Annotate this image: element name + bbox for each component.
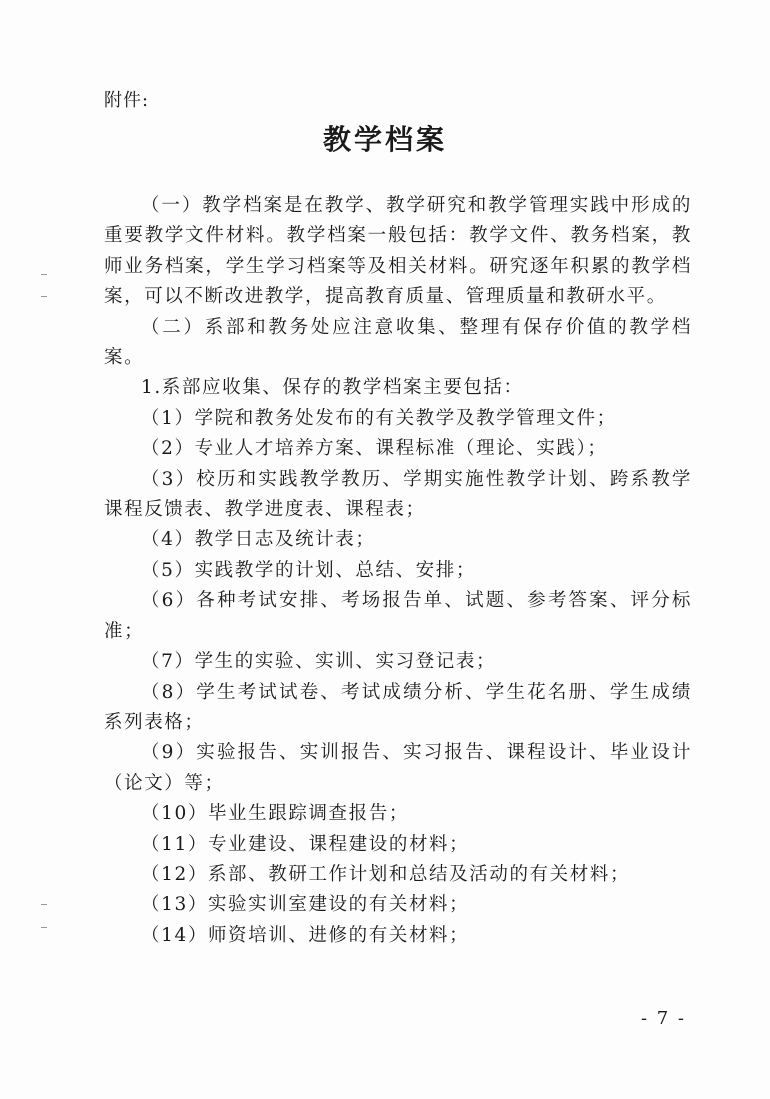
list-item-8: （8）学生考试试卷、考试成绩分析、学生花名册、学生成绩系列表格； (104, 681, 692, 733)
list-item-12: （12）系部、教研工作计划和总结及活动的有关材料； (141, 863, 631, 885)
list-item-14: （14）师资培训、进修的有关材料； (141, 924, 470, 946)
paragraph-list-heading: 1.系部应收集、保存的教学档案主要包括： (141, 377, 524, 399)
list-item-1: （1）学院和教务处发布的有关教学及教学管理文件； (141, 407, 617, 429)
list-item-2: （2）专业人才培养方案、课程标准（理论、实践）； (141, 438, 608, 460)
attachment-label: 附件: (104, 90, 150, 111)
list-item-7: （7）学生的实验、实训、实习登记表； (141, 651, 497, 673)
list-item-4: （4）教学日志及统计表； (141, 529, 376, 551)
scan-speck (41, 274, 47, 275)
list-item-9: （9）实验报告、实训报告、实习报告、课程设计、毕业设计（论文）等； (104, 742, 692, 794)
paragraph-intro-1: （一）教学档案是在教学、教学研究和教学管理实践中形成的重要教学文件材料。教学档案一般包括：教学文件、教务档案，教师业务档案，学生学习档案等及相关材料。研究逐年积累的教学档案，可以不断改进教学，提高教育质量、管理质量和教研水平。 (104, 195, 692, 308)
list-item-3: （3）校历和实践教学教历、学期实施性教学计划、跨系教学课程反馈表、教学进度表、课程表； (104, 468, 692, 521)
document-title: 教学档案 (322, 123, 447, 156)
list-item-11: （11）专业建设、课程建设的材料； (141, 833, 470, 855)
document-body (104, 191, 692, 951)
list-item-13: （13）实验实训室建设的有关材料； (141, 894, 470, 916)
page-number: - 7 - (640, 1008, 686, 1029)
list-item-5: （5）实践教学的计划、总结、安排； (141, 559, 476, 581)
scan-speck (41, 904, 47, 905)
list-item-10: （10）毕业生跟踪调查报告； (141, 803, 409, 825)
list-item-6: （6）各种考试安排、考场报告单、试题、参考答案、评分标准； (104, 590, 692, 642)
scan-speck (41, 927, 47, 928)
paragraph-intro-2: （二）系部和教务处应注意收集、整理有保存价值的教学档案。 (104, 316, 692, 369)
scan-speck (41, 296, 47, 297)
